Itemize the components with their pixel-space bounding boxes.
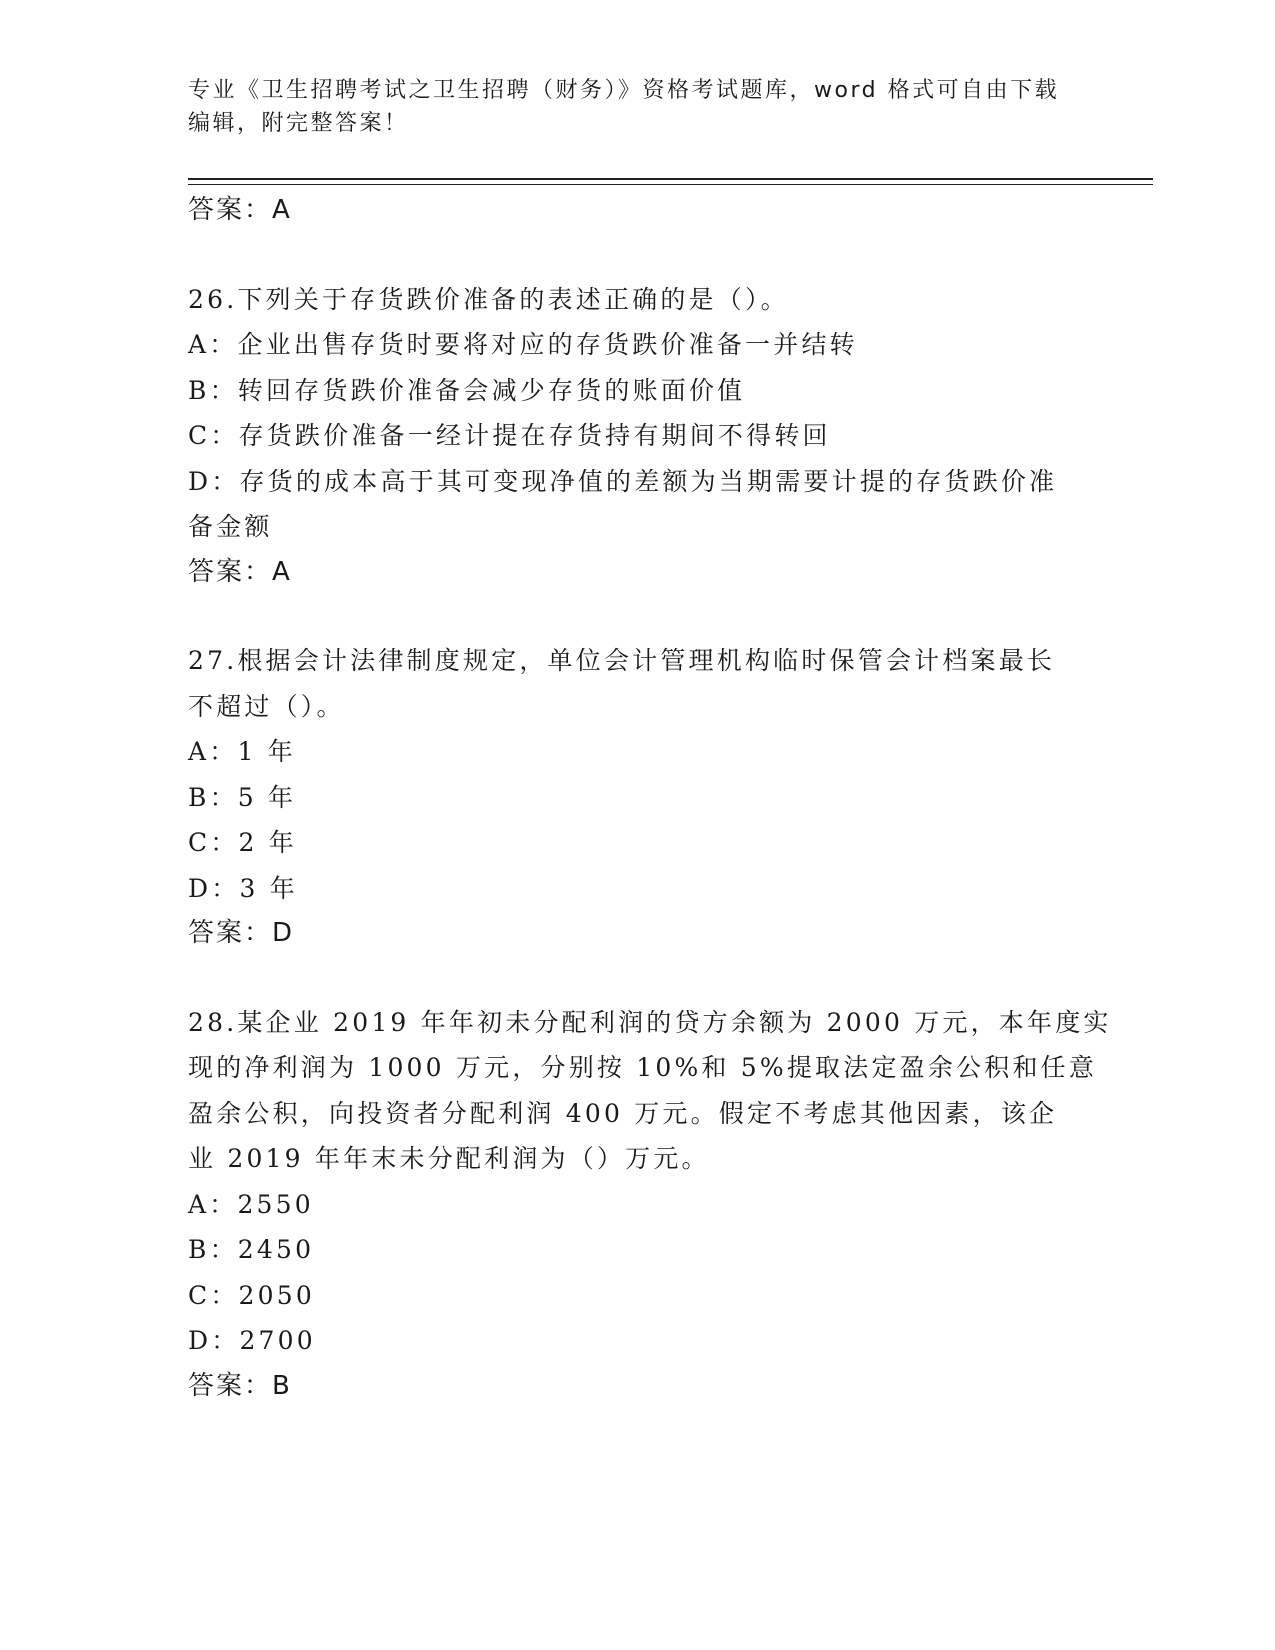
option-line: C：2050 [188,1280,315,1310]
question-stem-line: 27.根据会计法律制度规定，单位会计管理机构临时保管会计档案最长 [188,646,1056,675]
answer-value: A [272,195,292,225]
header-line-1: 专业《卫生招聘考试之卫生招聘（财务）》资格考试题库，word 格式可自由下载 [188,78,1060,103]
option-line: C：2 年 [188,828,297,857]
question-stem-line: 盈余公积，向投资者分配利润 400 万元。假定不考虑其他因素，该企 [188,1098,1058,1128]
question-stem-line: 现的净利润为 1000 万元，分别按 10%和 5%提取法定盈余公积和任意 [188,1053,1098,1082]
answer-line [188,911,1068,957]
question-spacer [188,957,1068,1000]
option-line: B：2450 [188,1235,315,1264]
answer-value: A [272,556,292,587]
option-line: A：2550 [188,1189,314,1219]
answer-label: 答案： [188,918,273,948]
question-stem-line: 业 2019 年年末未分配利润为（）万元。 [188,1144,710,1173]
option-line: A：企业出售存货时要将对应的存货跌价准备一并结转 [188,330,858,359]
question-block [188,638,1068,957]
question-spacer [188,234,1068,277]
answer-line [188,550,1068,596]
answer-value: B [272,1370,292,1401]
header-line-2: 编辑，附完整答案！ [188,111,409,136]
option-line: B：5 年 [188,782,297,812]
answer-label: 答案： [188,1370,273,1401]
question-list [188,234,1112,1410]
option-line: B：转回存货跌价准备会减少存货的账面价值 [188,375,746,405]
question-spacer [188,595,1068,638]
question-stem-line: 28.某企业 2019 年年初未分配利润的贷方余额为 2000 万元，本年度实 [188,1007,1112,1037]
answer-label: 答案： [188,195,273,225]
option-line: 备金额 [188,512,273,541]
option-line: D：3 年 [188,873,298,903]
option-line: C：存货跌价准备一经计提在存货持有期间不得转回 [188,421,831,450]
option-line: D：2700 [188,1326,316,1355]
option-line: A：1 年 [188,737,296,766]
header-divider-thin [188,184,1153,185]
question-block [188,277,1068,596]
question-content [188,188,1112,1409]
answer-line [188,1364,1068,1410]
header-divider-thick [188,178,1153,180]
question-stem-line: 26.下列关于存货跌价准备的表述正确的是（）。 [188,284,789,314]
option-line: D：存货的成本高于其可变现净值的差额为当期需要计提的存货跌价准 [188,466,1058,496]
answer-label: 答案： [188,556,273,587]
page-header [188,74,1068,140]
answer-value: D [272,918,295,948]
previous-answer [188,188,1068,234]
question-stem-line: 不超过（）。 [188,691,345,721]
question-block [188,1000,1112,1410]
